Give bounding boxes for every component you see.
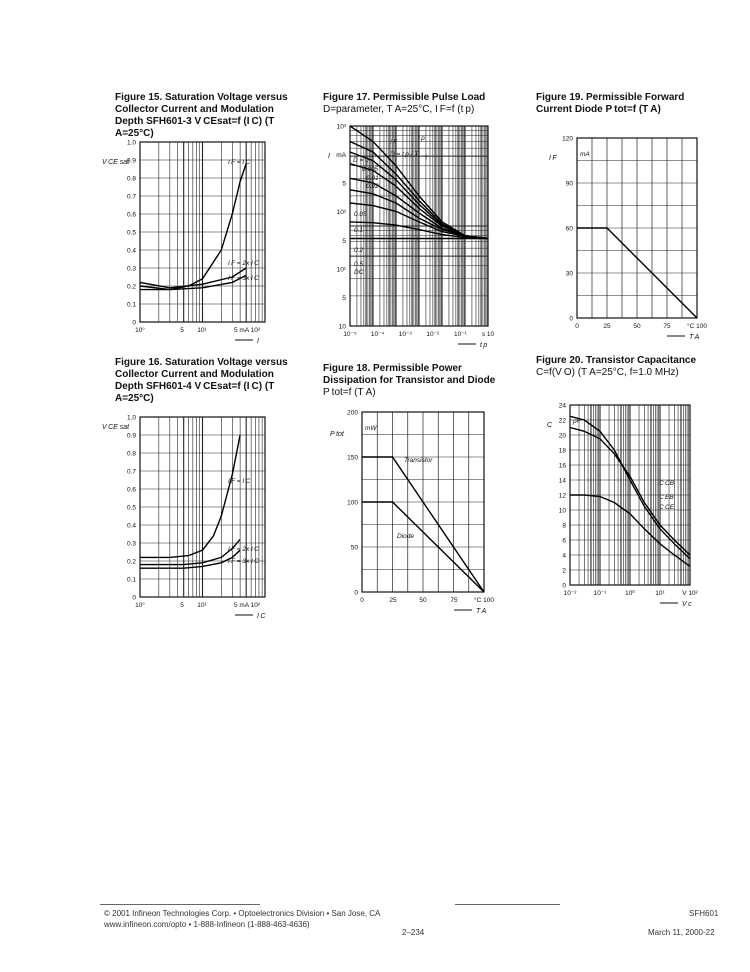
y-tick-label: 120 xyxy=(562,135,573,143)
y-unit-label: mA xyxy=(580,151,590,158)
x-axis-label: t p xyxy=(480,342,488,349)
y-axis-label: V CE sat xyxy=(102,159,130,166)
curve-label: I F = 2x I C xyxy=(228,260,259,267)
y-tick-label: 50 xyxy=(350,544,358,552)
y-tick-label: 0.5 xyxy=(126,229,136,237)
y-tick-label: 24 xyxy=(558,402,566,410)
y-tick-label: 0.1 xyxy=(126,301,136,309)
footer-page-number: 2–234 xyxy=(402,928,425,937)
y-tick-label: 0.9 xyxy=(126,157,136,165)
x-tick-label: 10¹ xyxy=(197,602,207,609)
x-axis-label: V c xyxy=(682,601,692,608)
series-line xyxy=(140,550,240,568)
y-tick-label: 0.2 xyxy=(126,558,136,566)
curve-label: 0.01 xyxy=(366,175,379,182)
curve-label: D = 0 xyxy=(353,157,369,164)
curve-label: Transistor xyxy=(404,457,433,464)
y-tick-label: 0 xyxy=(132,594,136,602)
footer-website: www.infineon.com/opto • 1-888-Infineon (1-888-463-4636) xyxy=(104,920,310,929)
x-tick-label: 25 xyxy=(389,597,397,604)
figure-19-chart xyxy=(535,130,710,341)
y-tick-label: 0.6 xyxy=(126,486,136,494)
y-tick-label: 90 xyxy=(565,180,573,188)
series-line xyxy=(140,435,240,557)
y-tick-label: 0.8 xyxy=(126,450,136,458)
x-axis-label: I C xyxy=(257,613,266,620)
curve-label: C EB xyxy=(659,494,674,501)
y-tick-label: 10 xyxy=(558,507,566,515)
x-tick-label: °C 100 xyxy=(687,323,707,330)
figure-19-caption: Figure 19. Permissible Forward Current Diode P tot=f (T A) xyxy=(536,92,685,115)
curve-label: I F = 2x I C xyxy=(228,546,259,553)
x-tick-label: 10⁻² xyxy=(563,590,577,597)
x-tick-label: 50 xyxy=(633,323,641,330)
footer-copyright: © 2001 Infineon Technologies Corp. • Optoelectronics Division • San Jose, CA xyxy=(104,909,381,918)
footer-date: March 11, 2000-22 xyxy=(648,928,715,937)
x-tick-label: 10⁰ xyxy=(625,590,635,597)
figure-17-chart xyxy=(320,116,500,356)
inset-label: t p xyxy=(418,135,425,142)
y-unit-label: mW xyxy=(365,425,377,432)
curve-label: C CB xyxy=(659,480,675,487)
y-tick-label: 0 xyxy=(562,582,566,590)
y-tick-label: mA xyxy=(336,152,346,160)
y-tick-label: 12 xyxy=(558,492,566,500)
y-tick-label: 14 xyxy=(558,477,566,485)
y-tick-label: 20 xyxy=(558,432,566,440)
x-tick-label: 75 xyxy=(663,323,671,330)
x-tick-label: 75 xyxy=(450,597,458,604)
y-tick-label: 0.3 xyxy=(126,540,136,548)
y-tick-label: 5 xyxy=(342,294,346,302)
y-tick-label: 5 xyxy=(342,237,346,245)
y-tick-label: 10 xyxy=(338,323,346,331)
y-axis-label: C xyxy=(547,422,553,429)
x-tick-label: 50 xyxy=(419,597,427,604)
y-tick-label: 1.0 xyxy=(126,414,136,422)
y-tick-label: 30 xyxy=(565,270,573,278)
x-tick-label: 10° xyxy=(135,327,145,334)
y-tick-label: 10² xyxy=(336,209,346,217)
footer-rule-right xyxy=(455,904,560,905)
x-tick-label: 0 xyxy=(575,323,579,330)
y-tick-label: 22 xyxy=(558,417,566,425)
x-tick-label: 5 mA 10² xyxy=(233,602,261,609)
footer-rule-left xyxy=(100,904,260,905)
curve-label: DC xyxy=(354,269,364,276)
y-axis-label: P tot xyxy=(330,431,344,438)
y-axis-label: I F xyxy=(549,155,557,162)
y-tick-label: 16 xyxy=(558,462,566,470)
y-unit-label: pF xyxy=(573,418,581,425)
inset-label: D = t p / T xyxy=(390,151,419,158)
inset-label: I F xyxy=(390,139,398,146)
curve-label: I F = I C xyxy=(228,159,251,166)
x-tick-label: s 10 xyxy=(481,331,495,338)
curve-label: 0.02 xyxy=(366,183,379,190)
y-tick-label: 0.4 xyxy=(126,522,136,530)
y-tick-label: 0.7 xyxy=(126,468,136,476)
x-tick-label: 10⁻⁴ xyxy=(370,331,385,338)
figure-20-chart xyxy=(535,395,715,620)
y-tick-label: 200 xyxy=(347,409,358,417)
y-tick-label: 0.7 xyxy=(126,193,136,201)
x-tick-label: 10⁻¹ xyxy=(593,590,607,597)
x-axis-label: T A xyxy=(476,608,487,615)
y-tick-label: 0.1 xyxy=(126,576,136,584)
x-tick-label: 25 xyxy=(603,323,611,330)
y-tick-label: 0.3 xyxy=(126,265,136,273)
figure-18-caption: Figure 18. Permissible Power Dissipation for Transistor and Diode P tot=f (T A) xyxy=(323,363,496,398)
y-tick-label: 4 xyxy=(562,552,566,560)
x-tick-label: 10¹ xyxy=(655,590,665,597)
figure-17-caption: Figure 17. Permissible Pulse Load D=parameter, T A=25°C, I F=f (t p) xyxy=(323,92,486,115)
y-tick-label: 5 xyxy=(342,180,346,188)
curve-label: 0.1 xyxy=(354,227,364,234)
y-tick-label: 6 xyxy=(562,537,566,545)
y-tick-label: 0 xyxy=(354,589,358,597)
x-tick-label: 5 xyxy=(180,602,184,609)
x-tick-label: 5 xyxy=(180,327,184,334)
y-tick-label: 10³ xyxy=(336,123,346,131)
curve-label: Diode xyxy=(397,533,414,540)
x-tick-label: 10⁻⁵ xyxy=(343,331,357,338)
figure-16-caption: Figure 16. Saturation Voltage versus Collector Current and Modulation Depth SFH601-4 V CEsat=f (I C) (T A=25°C) xyxy=(115,357,288,404)
y-axis-label: I xyxy=(328,153,330,160)
y-axis-label: V CE sat xyxy=(102,424,130,431)
x-tick-label: 10⁻¹ xyxy=(453,331,467,338)
y-tick-label: 18 xyxy=(558,447,566,455)
y-tick-label: 0 xyxy=(132,319,136,327)
figure-16-chart xyxy=(100,405,315,620)
x-tick-label: V 10² xyxy=(682,590,698,597)
y-tick-label: 150 xyxy=(347,454,358,462)
x-tick-label: 10¹ xyxy=(197,327,207,334)
curve-label: 0.005 xyxy=(362,166,379,173)
curve-label: 0.2 xyxy=(354,247,364,254)
x-tick-label: 10⁻³ xyxy=(398,331,412,338)
inset-label: T xyxy=(424,155,428,162)
y-tick-label: 2 xyxy=(562,567,566,575)
figure-18-chart xyxy=(322,400,497,615)
y-tick-label: 8 xyxy=(562,522,566,530)
x-tick-label: °C 100 xyxy=(474,597,494,604)
x-axis-label: T A xyxy=(689,334,700,341)
curve-label: I F = 3x I C xyxy=(228,558,259,565)
y-tick-label: 0.5 xyxy=(126,504,136,512)
figure-15-chart xyxy=(100,130,315,345)
curve-label: C CE xyxy=(659,504,675,511)
y-tick-label: 0 xyxy=(569,315,573,323)
curve-label: I F = I C xyxy=(228,478,251,485)
y-tick-label: 0.4 xyxy=(126,247,136,255)
footer-part-number: SFH601 xyxy=(689,909,719,918)
x-axis-label: I xyxy=(257,338,259,345)
x-tick-label: 5 mA 10² xyxy=(233,327,261,334)
figure-20-caption: Figure 20. Transistor Capacitance C=f(V O) (T A=25°C, f=1.0 MHz) xyxy=(536,355,697,378)
y-tick-label: 100 xyxy=(347,499,358,507)
x-tick-label: 10⁻² xyxy=(426,331,440,338)
x-tick-label: 10° xyxy=(135,602,145,609)
y-tick-label: 0.2 xyxy=(126,283,136,291)
curve-label: I F = 3x I C xyxy=(228,275,259,282)
y-tick-label: 60 xyxy=(565,225,573,233)
y-tick-label: 1.0 xyxy=(126,139,136,147)
figure-15-caption: Figure 15. Saturation Voltage versus Collector Current and Modulation Depth SFH601-3 V CEsat=f (I C) (T A=25°C) xyxy=(115,92,288,139)
curve-label: 0.5 xyxy=(354,261,364,268)
y-tick-label: 0.8 xyxy=(126,175,136,183)
y-tick-label: 10¹ xyxy=(336,266,346,274)
y-tick-label: 0.9 xyxy=(126,432,136,440)
curve-label: 0.05 xyxy=(354,211,367,218)
x-tick-label: 0 xyxy=(360,597,364,604)
y-tick-label: 0.6 xyxy=(126,211,136,219)
